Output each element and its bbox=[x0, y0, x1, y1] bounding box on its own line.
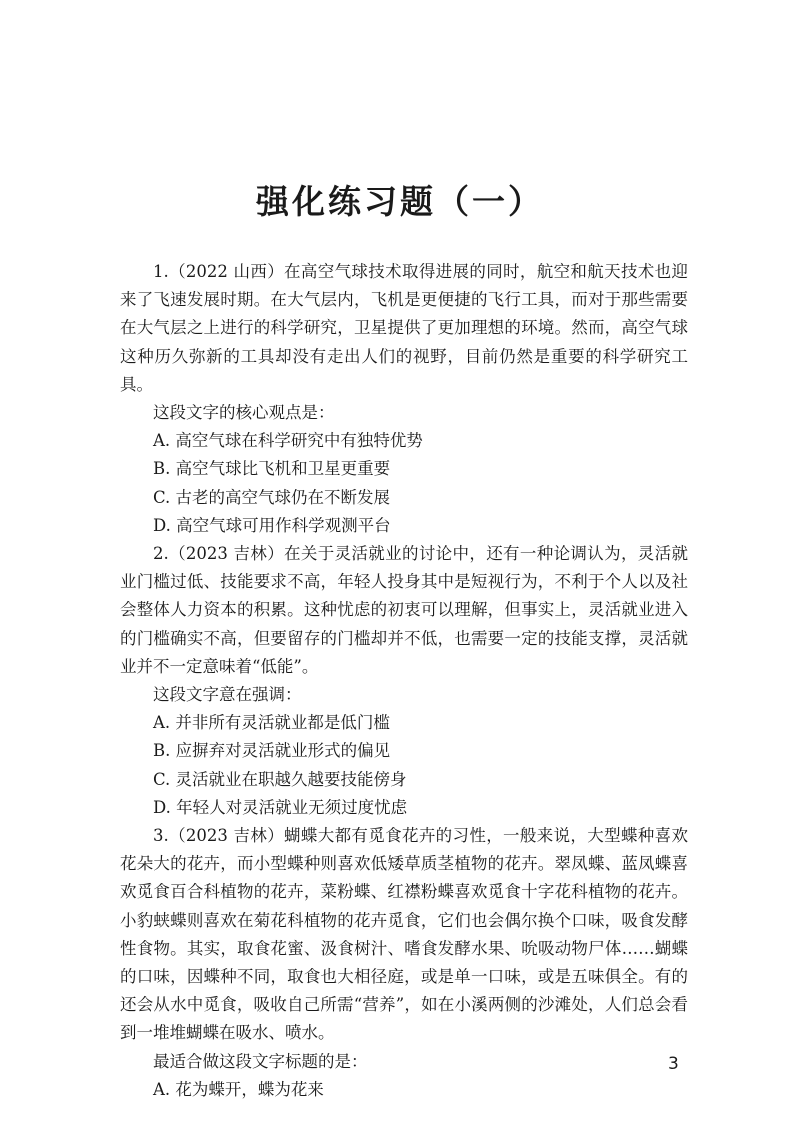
option-d: D. 年轻人对灵活就业无须过度忧虑 bbox=[153, 797, 408, 817]
question-passage: 3.（2023 吉林）蝴蝶大都有觅食花卉的习性，一般来说，大型蝶种喜欢花朵大的花卉，而小型蝶种则喜欢低矮草质茎植物的花卉。翠凤蝶、蓝凤蝶喜欢觅食百合科植物的花卉，菜粉蝶、红襟粉蝶喜欢觅食十字花科植物的花卉。小豹蛱蝶则喜欢在菊花科植物的花卉觅食，它们也会偶尔换个口味，吸食发酵性食物。其实，取食花蜜、汲食树汁、嗜食发酵水果、吮吸动物尸体……蝴蝶的口味，因蝶种不同，取食也大相径庭，或是单一口味，或是五味俱全。有的还会从水中觅食，吸收自己所需“营养”，如在小溪两侧的沙滩处，人们总会看到一堆堆蝴蝶在吸水、喷水。 bbox=[120, 826, 688, 1043]
page-number: 3 bbox=[668, 1054, 679, 1074]
question-prompt: 这段文字的核心观点是： bbox=[153, 403, 335, 423]
question-list bbox=[120, 258, 688, 1104]
question-passage: 2.（2023 吉林）在关于灵活就业的讨论中，还有一种论调认为，灵活就业门槛过低、技能要求不高，年轻人投身其中是短视行为，不利于个人以及社会整体人力资本的积累。这种忧虑的初衷可以理解，但事实上，灵活就业进入的门槛确实不高，但要留存的门槛却并不低，也需要一定的技能支撑，灵活就业并不一定意味着“低能”。 bbox=[120, 544, 688, 676]
page-title: 强化练习题（一） bbox=[256, 182, 544, 221]
question-2 bbox=[120, 540, 688, 822]
question-prompt: 最适合做这段文字标题的是： bbox=[153, 1051, 368, 1071]
option-a: A. 并非所有灵活就业都是低门槛 bbox=[153, 713, 390, 733]
question-1 bbox=[120, 258, 688, 540]
question-passage: 1.（2022 山西）在高空气球技术取得进展的同时，航空和航天技术也迎来了飞速发展时期。在大气层内，飞机是更便捷的飞行工具，而对于那些需要在大气层之上进行的科学研究，卫星提供了更加理想的环境。然而，高空气球这种历久弥新的工具却没有走出人们的视野，目前仍然是重要的科学研究工具。 bbox=[120, 262, 688, 394]
question-prompt: 这段文字意在强调： bbox=[153, 685, 302, 705]
option-b: B. 高空气球比飞机和卫星更重要 bbox=[153, 459, 391, 479]
option-d: D. 高空气球可用作科学观测平台 bbox=[153, 515, 391, 535]
option-c: C. 古老的高空气球仍在不断发展 bbox=[153, 487, 391, 507]
question-3 bbox=[120, 822, 688, 1104]
option-a: A. 高空气球在科学研究中有独特优势 bbox=[153, 431, 423, 451]
option-c: C. 灵活就业在职越久越要技能傍身 bbox=[153, 769, 407, 789]
option-b: B. 应摒弃对灵活就业形式的偏见 bbox=[153, 741, 391, 761]
option-a: A. 花为蝶开，蝶为花来 bbox=[153, 1079, 324, 1099]
